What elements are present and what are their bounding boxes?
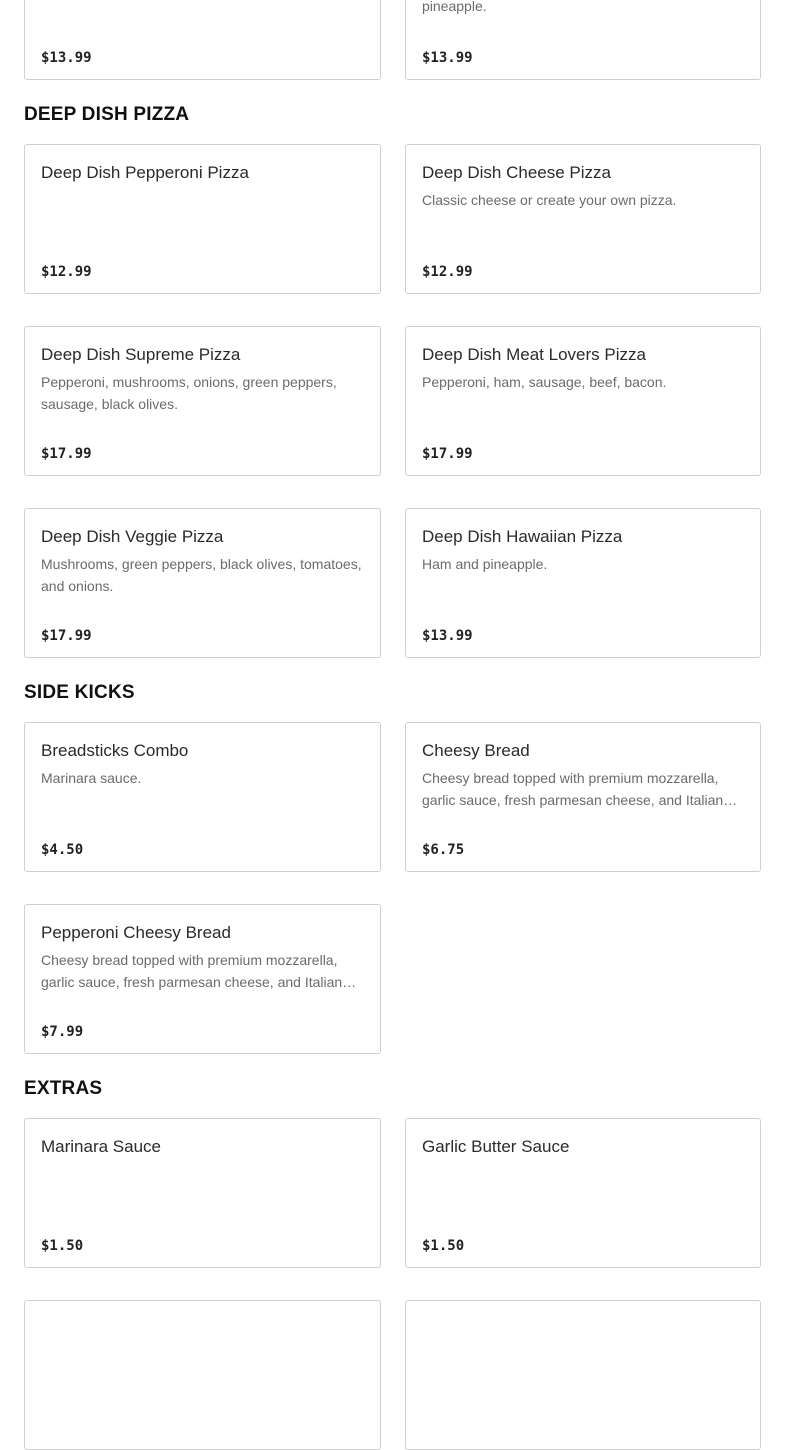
item-name: Deep Dish Hawaiian Pizza bbox=[422, 527, 623, 546]
section-title-deep-dish: DEEP DISH PIZZA bbox=[24, 104, 190, 125]
menu-item-card[interactable] bbox=[24, 508, 381, 658]
item-price: $13.99 bbox=[41, 50, 92, 66]
menu-item-card[interactable] bbox=[24, 0, 381, 80]
item-price: $13.99 bbox=[422, 50, 473, 66]
item-name: Pepperoni Cheesy Bread bbox=[41, 923, 231, 942]
section-title-extras: EXTRAS bbox=[24, 1078, 103, 1099]
item-price: $12.99 bbox=[41, 264, 92, 280]
item-name: Deep Dish Supreme Pizza bbox=[41, 345, 241, 364]
item-name: Breadsticks Combo bbox=[41, 741, 189, 760]
item-price: $4.50 bbox=[41, 842, 84, 858]
item-description: Mushrooms, green peppers, black olives, tomatoes, and onions. bbox=[41, 556, 362, 594]
item-description: Pepperoni, ham, sausage, beef, bacon. bbox=[422, 374, 667, 390]
item-description: Pepperoni, mushrooms, onions, green peppers, sausage, black olives. bbox=[41, 374, 337, 412]
item-description: pineapple. bbox=[422, 0, 487, 14]
item-name: Deep Dish Cheese Pizza bbox=[422, 163, 611, 182]
item-name: Marinara Sauce bbox=[41, 1137, 162, 1156]
menu-item-card[interactable] bbox=[24, 1118, 381, 1268]
item-name: Deep Dish Veggie Pizza bbox=[41, 527, 224, 546]
item-price: $7.99 bbox=[41, 1024, 84, 1040]
item-name: Deep Dish Pepperoni Pizza bbox=[41, 163, 249, 182]
item-name: Garlic Butter Sauce bbox=[422, 1137, 570, 1156]
item-price: $17.99 bbox=[41, 446, 92, 462]
menu-item-card[interactable] bbox=[24, 904, 381, 1054]
item-price: $1.50 bbox=[422, 1238, 465, 1254]
menu-item-card[interactable] bbox=[405, 144, 761, 294]
menu-item-card[interactable] bbox=[405, 326, 761, 476]
item-price: $13.99 bbox=[422, 628, 473, 644]
menu-item-card[interactable] bbox=[405, 0, 761, 80]
menu-item-card[interactable] bbox=[405, 722, 761, 872]
item-description: Ham and pineapple. bbox=[422, 556, 548, 572]
item-description: Classic cheese or create your own pizza. bbox=[422, 192, 677, 208]
item-description: Marinara sauce. bbox=[41, 770, 142, 786]
menu-item-card[interactable] bbox=[24, 1300, 381, 1450]
menu-item-card[interactable] bbox=[405, 508, 761, 658]
item-description: Cheesy bread topped with premium mozzarella, garlic sauce, fresh parmesan cheese, and Italian… bbox=[41, 952, 357, 990]
section-title-side-kicks: SIDE KICKS bbox=[24, 682, 135, 703]
menu-item-card[interactable] bbox=[24, 326, 381, 476]
item-name: Cheesy Bread bbox=[422, 741, 530, 760]
item-price: $1.50 bbox=[41, 1238, 84, 1254]
item-price: $17.99 bbox=[41, 628, 92, 644]
menu-item-card[interactable] bbox=[24, 722, 381, 872]
menu-item-card[interactable] bbox=[24, 144, 381, 294]
item-price: $6.75 bbox=[422, 842, 465, 858]
menu-item-card[interactable] bbox=[405, 1118, 761, 1268]
item-description: Cheesy bread topped with premium mozzarella, garlic sauce, fresh parmesan cheese, and Italian… bbox=[422, 770, 738, 808]
item-name: Deep Dish Meat Lovers Pizza bbox=[422, 345, 646, 364]
item-price: $17.99 bbox=[422, 446, 473, 462]
menu-item-card[interactable] bbox=[405, 1300, 761, 1450]
item-price: $12.99 bbox=[422, 264, 473, 280]
